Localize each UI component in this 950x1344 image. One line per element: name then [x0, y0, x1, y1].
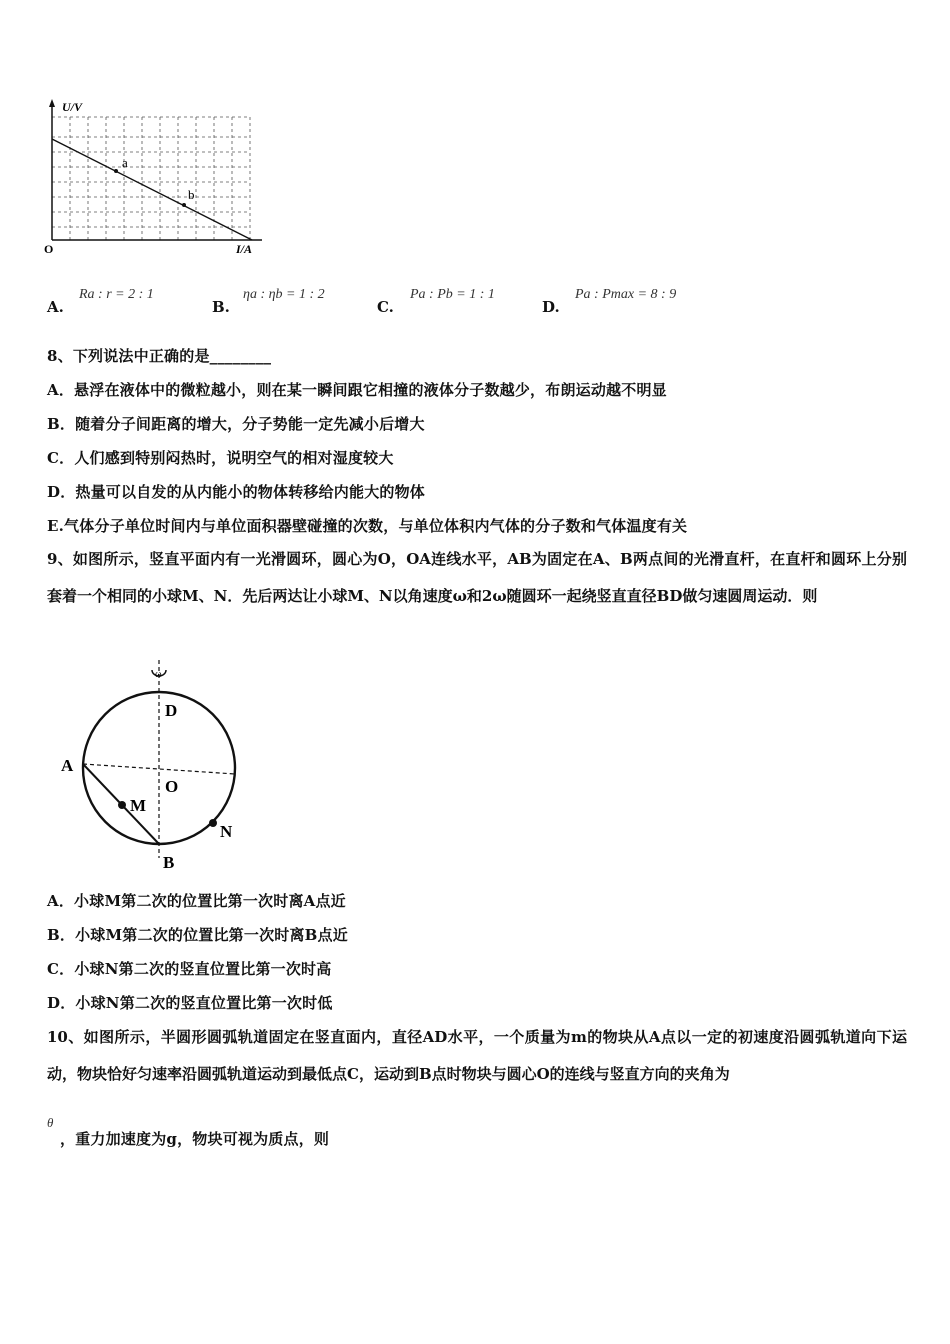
ball-m [118, 801, 126, 809]
y-axis-label: U/V [62, 100, 83, 114]
option-label: C. [377, 298, 394, 316]
q8-option-a: A．悬浮在液体中的微粒越小，则在某一瞬间跟它相撞的液体分子数越少，布朗运动越不明显 [47, 381, 667, 399]
point-b-label: b [188, 187, 195, 202]
label-b: B [163, 853, 175, 872]
q8-option-c: C．人们感到特别闷热时，说明空气的相对湿度较大 [47, 449, 394, 467]
q8-option-e: E.气体分子单位时间内与单位面积器壁碰撞的次数，与单位体积内气体的分子数和气体温度有关 [47, 517, 688, 535]
y-axis-arrow [49, 99, 55, 107]
point-b-marker [182, 203, 186, 207]
theta-symbol: θ [47, 1115, 54, 1130]
option-formula: ηa : ηb = 1 : 2 [243, 287, 325, 302]
label-o: O [165, 777, 179, 796]
label-a: A [61, 756, 74, 775]
q8-stem: 8、下列说法中正确的是________ [47, 347, 272, 365]
rotation-symbol: ω [155, 669, 162, 680]
label-d: D [165, 701, 178, 720]
label-m: M [130, 796, 147, 815]
q10-stem: 10、如图所示，半圆形圆弧轨道固定在竖直面内，直径AD水平，一个质量为m的物块从A点以一定的初速度沿圆弧轨道向下运动，物块恰好匀速率沿圆弧轨道运动到最低点C，运动到B点时物块与圆心O的连线与竖直方向的夹角为 [47, 1028, 907, 1083]
q9-option-b: B．小球M第二次的位置比第一次时离B点近 [47, 926, 348, 944]
q9-option-d: D．小球N第二次的竖直位置比第一次时低 [47, 994, 333, 1012]
point-a-marker [114, 169, 118, 173]
option-label: A. [47, 298, 64, 316]
q8-option-d: D．热量可以自发的从内能小的物体转移给内能大的物体 [47, 483, 426, 501]
q10-stem-tail: ，重力加速度为g，物块可视为质点，则 [60, 1130, 330, 1148]
origin-label: O [44, 242, 54, 256]
option-formula: Pa : Pb = 1 : 1 [410, 287, 495, 302]
ball-n [209, 819, 217, 827]
q9-stem: 9、如图所示，竖直平面内有一光滑圆环，圆心为O，OA连线水平，AB为固定在A、B两点间的光滑直杆，在直杆和圆环上分别套着一个相同的小球M、N．先后两达让小球M、N以角速度ω和2ω随圆环一起绕竖直直径BD做匀速圆周运动．则 [47, 550, 907, 605]
label-n: N [220, 822, 233, 841]
q9-option-c: C．小球N第二次的竖直位置比第一次时高 [47, 960, 332, 978]
q9-circle-figure [55, 658, 255, 873]
option-formula: Pa : Pmax = 8 : 9 [575, 287, 677, 302]
point-a-label: a [122, 155, 128, 170]
graph-grid [52, 117, 250, 240]
option-label: D. [542, 298, 560, 316]
q8-option-b: B．随着分子间距离的增大，分子势能一定先减小后增大 [47, 415, 425, 433]
u-i-graph [40, 95, 270, 260]
option-label: B. [212, 298, 230, 316]
u-i-line [52, 139, 252, 240]
x-axis-label: I/A [236, 242, 253, 256]
q9-option-a: A．小球M第二次的位置比第一次时离A点近 [47, 892, 346, 910]
option-formula: Ra : r = 2 : 1 [79, 287, 154, 302]
